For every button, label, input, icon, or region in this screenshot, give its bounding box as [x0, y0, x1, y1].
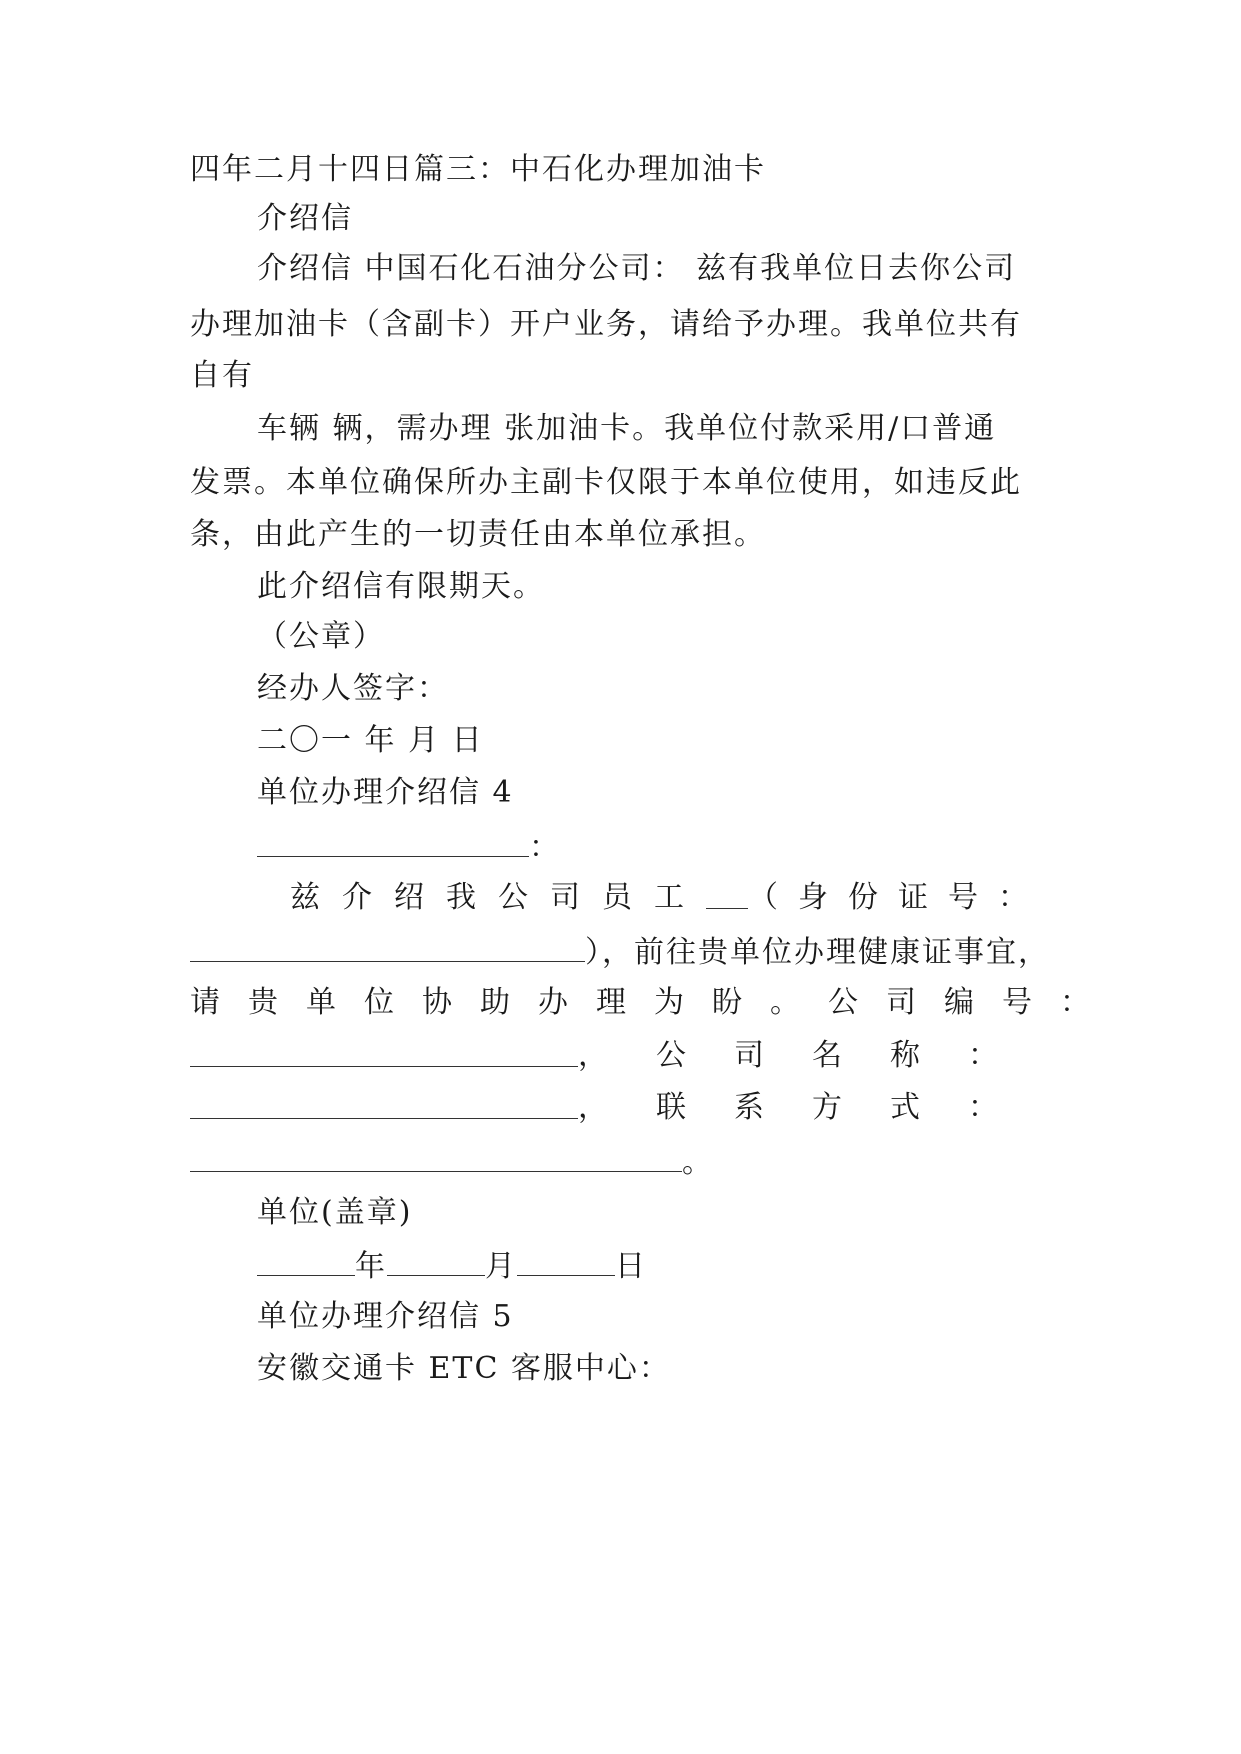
contact-line	[190, 1088, 1046, 1128]
heading-line: 四年二月十四日篇三：中石化办理加油卡	[190, 152, 766, 187]
request-text: 请贵单位协助办理为盼。公司编号：	[190, 985, 1118, 1020]
validity-line: 此介绍信有限期天。	[257, 569, 545, 604]
contact-label: ，联系方式：	[578, 1090, 1046, 1125]
company-name-line	[190, 1036, 1046, 1076]
section-title: 单位办理介绍信 5	[257, 1299, 514, 1334]
employee-name-blank	[706, 878, 748, 909]
year-label: 年	[355, 1249, 387, 1284]
body-line: 车辆 辆，需办理 张加油卡。我单位付款采用/口普通	[257, 411, 997, 446]
signature-label: 经办人签字：	[257, 671, 449, 706]
recipient-line: 安徽交通卡 ETC 客服中心：	[257, 1351, 671, 1386]
company-name-label: ，公司名称：	[578, 1038, 1046, 1073]
request-line	[190, 983, 1118, 1023]
intro-text: 兹介绍我公司员工	[290, 880, 706, 915]
body-line: 自有	[190, 358, 254, 393]
body-line: 介绍信 中国石化石油分公司： 兹有我单位日去你公司	[257, 251, 1017, 286]
month-label: 月	[485, 1249, 517, 1284]
id-line	[190, 931, 1050, 973]
id-label: （身份证号：	[748, 880, 1048, 915]
day-blank	[517, 1245, 615, 1276]
month-blank	[387, 1245, 485, 1276]
recipient-blank	[257, 826, 529, 857]
seal-label: （公章）	[257, 619, 385, 654]
id-number-blank	[190, 931, 585, 962]
unit-seal-label: 单位(盖章)	[257, 1195, 413, 1230]
intro-line	[290, 878, 1048, 918]
company-code-blank	[190, 1036, 578, 1067]
recipient-line	[257, 826, 561, 868]
contact-blank	[190, 1141, 682, 1172]
date-blanks-line	[257, 1245, 647, 1287]
letter-title: 介绍信	[257, 201, 353, 236]
period-mark: 。	[682, 1145, 714, 1180]
body-line: 条，由此产生的一切责任由本单位承担。	[190, 517, 766, 552]
contact-blank-line	[190, 1141, 714, 1183]
day-label: 日	[615, 1249, 647, 1284]
body-line: 发票。本单位确保所办主副卡仅限于本单位使用，如违反此	[190, 465, 1022, 500]
section-title: 单位办理介绍信 4	[257, 775, 514, 810]
recipient-colon: ：	[529, 830, 561, 865]
body-line: 办理加油卡（含副卡）开户业务，请给予办理。我单位共有	[190, 307, 1022, 342]
year-blank	[257, 1245, 355, 1276]
date-line: 二〇一 年 月 日	[257, 723, 484, 758]
company-name-blank	[190, 1088, 578, 1119]
id-line-text: ），前往贵单位办理健康证事宜，	[585, 935, 1050, 970]
